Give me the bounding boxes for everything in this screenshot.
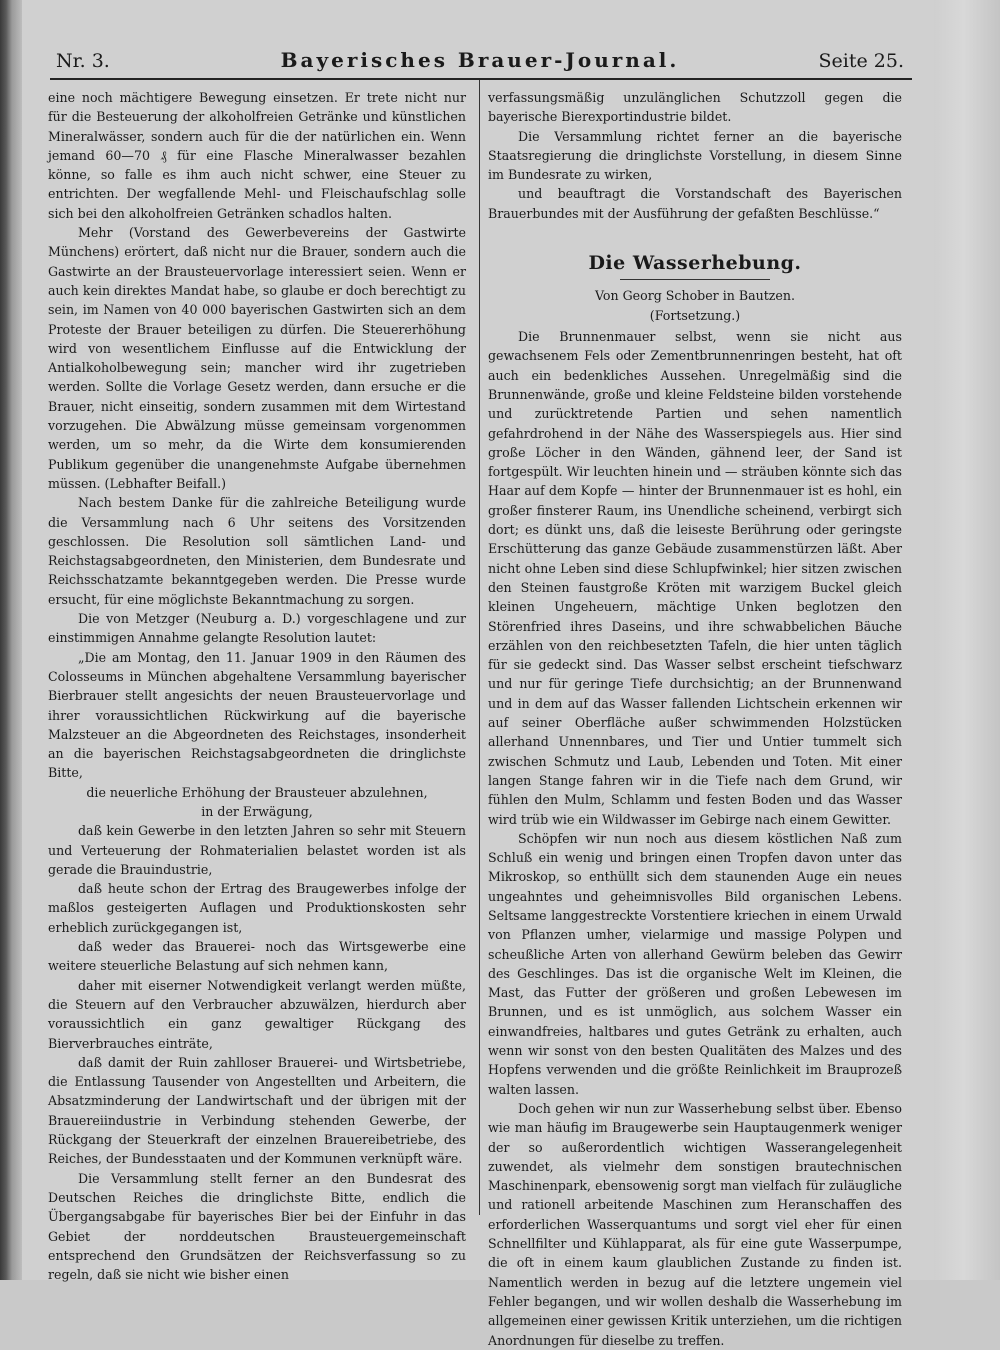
paragraph: eine noch mächtigere Bewegung einsetzen. Er trete nicht nur für die Besteuerung der alkoholfreien Getränke und künstlichen Mineralwässer, sondern auch für die der natürlichen ein. Wenn jemand 60—70 ₰ für eine Flasche Mineralwasser bezahlen könne, so falle es ihm auch nicht schwer, eine Steuer zu entrichten. Der wegfallende Mehl- und Fleischaufschlag solle sich bei den alkoholfreien Getränken schadlos halten. [48, 90, 466, 221]
article-title: Die Wasserhebung. [488, 251, 902, 280]
issue-number: Nr. 3. [56, 50, 110, 72]
scan-right-margin [934, 0, 1000, 1280]
resolution-demand: die neuerliche Erhöhung der Brausteuer abzulehnen, [86, 784, 428, 800]
resolution-consideration: in der Erwägung, [201, 803, 313, 819]
paragraph: Die von Metzger (Neuburg a. D.) vorgeschlagene und zur einstimmigen Annahme gelangte Resolution lautet: [48, 611, 466, 646]
right-column [488, 88, 902, 1350]
resolution-intro: „Die am Montag, den 11. Januar 1909 in den Räumen des Colosseums in München abgehaltene Versammlung bayerischer Bierbrauer stellt angesichts der neuen Brausteuervorlage und ihrer voraussichtlichen Rückwirkung auf die bayerische Malzsteuer an die Abgeordneten des Reichstages, insonderheit an die bayerischen Reichstagsabgeordneten die dringlichste Bitte, [48, 649, 466, 781]
newspaper-page [22, 0, 934, 1348]
resolution-clause: daher mit eiserner Notwendigkeit verlangt werden müßte, die Steuern auf den Verbraucher abzuwälzen, hierdurch aber voraussichtlich ein ganz gewaltiger Rückgang des Bierverbrauches einträte, [48, 977, 466, 1051]
page-number: Seite 25. [818, 50, 904, 72]
paragraph: verfassungsmäßig unzulänglichen Schutzzoll gegen die bayerische Bierexportindustrie bildet. [488, 90, 902, 125]
resolution-clause: daß kein Gewerbe in den letzten Jahren so sehr mit Steuern und Verteuerung der Rohmaterialien belastet worden ist als gerade die Brauindustrie, [48, 823, 466, 877]
resolution-clause: daß damit der Ruin zahlloser Brauerei- und Wirtsbetriebe, die Entlassung Tausender von Angestellten und Arbeitern, die Absatzminderung der Landwirtschaft und der übrigen mit der Brauereiindustrie in Verbindung stehenden Gewerbe, der Rückgang der Steuerkraft der einzelnen Brauereibetriebe, des Reiches, der Bundesstaaten und der Kommunen verknüpft wäre. [48, 1054, 466, 1167]
resolution-clause: Die Versammlung stellt ferner an den Bundesrat des Deutschen Reiches die dringlichste Bitte, endlich die Übergangsabgabe für bayerisches Bier bei der Einfuhr in das Gebiet der norddeutschen Brausteuergemeinschaft entsprechend den Grundsätzen der Reichsverfassung so zu regeln, daß sie nicht wie bisher einen [48, 1170, 466, 1283]
article-byline: Von Georg Schober in Bautzen. [594, 288, 795, 304]
left-column [48, 88, 466, 1284]
column-divider [479, 80, 480, 1215]
paragraph: Die Versammlung richtet ferner an die bayerische Staatsregierung die dringlichste Vorstellung, in diesem Sinne im Bundesrate zu wirken, [488, 128, 902, 183]
article-paragraph: Schöpfen wir nun noch aus diesem köstlichen Naß zum Schluß ein wenig und bringen einen Tropfen davon unter das Mikroskop, so enthüllt sich dem staunenden Auge ein neues ungeahntes und geheimnisvolles Bild organischen Lebens. Seltsame langgestreckte Vorstentiere kriechen in einem Urwald von Pflanzen umher, vielarmige und massige Polypen und scheußliche Arten von allerhand Gewürm beleben das Gewirr des Geschlinges. Das ist die organische Welt im Kleinen, die Mast, das Futter der größeren und großen Lebewesen im Brunnen, und es ist unmöglich, aus solchem Wasser ein einwandfreies, haltbares und gutes Getränk zu erhalten, auch wenn wir sonst von den besten Qualitäten des Malzes und des Hopfens verwenden und die größte Reinlichkeit im Brauprozeß walten lassen. [488, 830, 902, 1097]
paragraph: Mehr (Vorstand des Gewerbevereins der Gastwirte Münchens) erörtert, daß nicht nur die Brauer, sondern auch die Gastwirte an der Brausteuervorlage interessiert seien. Wenn er auch kein direktes Mandat habe, so glaube er doch berechtigt zu sein, im Namen von 40 000 bayerischen Gastwirten sich an dem Proteste der Brauer beteiligen zu dürfen. Die Steuererhöhung wird von wesentlichem Einflusse auf die Entwicklung der Antialkoholbewegung sein; mancher wird ihr zugetrieben werden. Sollte die Vorlage Gesetz werden, dann ersuche er die Brauer, nicht einseitig, sondern zusammen mit dem Wirtestand vorzugehen. Die Abwälzung müsse gemeinsam vorgenommen werden, um so mehr, da die Wirte dem konsumierenden Publikum gegenüber die unangenehmste Aufgabe übernehmen müssen. (Lebhafter Beifall.) [48, 225, 466, 491]
article-paragraph: Doch gehen wir nun zur Wasserhebung selbst über. Ebenso wie man häufig im Braugewerbe sein Hauptaugenmerk weniger der so außerordentlich wichtigen Wasserangelegenheit zuwendet, als vielmehr dem sonstigen brautechnischen Maschinenpark, ebensowenig sorgt man vielfach für zuläugliche und rationell arbeitende Maschinen zum Heranschaffen des erforderlichen Wasserquantums und sorgt viel eher für einen Schnellfilter und Kühlapparat, als für eine gute Wasserpumpe, die oft in einem kaum glaublichen Zustande zu finden ist. Namentlich werden in bezug auf die letztere ungemein viel Fehler begangen, und wir wollen deshalb die Wasserhebung im allgemeinen einer gewissen Kritik unterziehen, um die richtigen Anordnungen für dieselbe zu treffen. [488, 1100, 902, 1348]
resolution-clause: daß heute schon der Ertrag des Braugewerbes infolge der maßlos gesteigerten Auflagen und Produktionskosten sehr erheblich zurückgegangen ist, [48, 881, 466, 935]
article-paragraph: Die Brunnenmauer selbst, wenn sie nicht aus gewachsenem Fels oder Zementbrunnenringen besteht, hat oft auch ein bedenkliches Aussehen. Unregelmäßig sind die Brunnenwände, große und kleine Feldsteine bilden vorstehende und zurücktretende Partien und sehen namentlich gefahrdrohend in der Nähe des Wasserspiegels aus. Hier sind große Löcher in den Wänden, gähnend leer, der Sand ist fortgespült. Wir leuchten hinein und — sträuben könnte sich das Haar auf dem Kopfe — hinter der Brunnenmauer ist es hohl, ein großer finsterer Raum, ins Unendliche scheinend, verbirgt sich dort; es dünkt uns, daß die leiseste Berührung oder geringste Erschütterung das ganze Gebäude zusammenstürzen läßt. Aber nicht ohne Leben sind diese Schlupfwinkel; hier sitzen zwischen den Steinen faustgroße Kröten mit warzigem Buckel gleich kleinen Ungeheuern, mächtige Unken beglotzen den Störenfried ihres Daseins, und ihre schwabbelichen Bäuche erzählen von den reichbesetzten Tafeln, die hier unten täglich für sie gedeckt sind. Das Wasser selbst erscheint tiefschwarz und nur für geringe Tiefe durchsichtig; an der Brunnenwand und in dem auf das Wasser fallenden Lichtschein erkennen wir auf seiner Oberfläche außer schwimmenden Holzstücken allerhand Unnennbares, und Tier und Untier tummelt sich zwischen Schmutz und Laub, Lebenden und Toten. Mit einer langen Stange fahren wir in die Tiefe nach dem Grund, wir fühlen den Mulm, Schlamm und festen Boden und das Wasser wird trüb wie ein Wildwasser im Gebirge nach einem Gewitter. [488, 329, 902, 827]
page-header [52, 48, 908, 74]
paragraph: und beauftragt die Vorstandschaft des Bayerischen Brauerbundes mit der Ausführung der gefaßten Beschlüsse.“ [488, 186, 902, 221]
journal-title: Bayerisches Brauer-Journal. [280, 48, 680, 72]
scan-binding-edge [0, 0, 22, 1280]
resolution-clause: daß weder das Brauerei- noch das Wirtsgewerbe eine weitere steuerliche Belastung auf sich nehmen kann, [48, 939, 466, 974]
header-rule [50, 78, 912, 80]
continuation-note: (Fortsetzung.) [649, 308, 741, 324]
paragraph: Nach bestem Danke für die zahlreiche Beteiligung wurde die Versammlung nach 6 Uhr seitens des Vorsitzenden geschlossen. Die Resolution soll sämtlichen Land- und Reichstagsabgeordneten, den Ministerien, dem Bundesrate und Reichsschatzamte bekanntgegeben werden. Die Presse wurde ersucht, für eine möglichste Bekanntmachung zu sorgen. [48, 495, 466, 607]
